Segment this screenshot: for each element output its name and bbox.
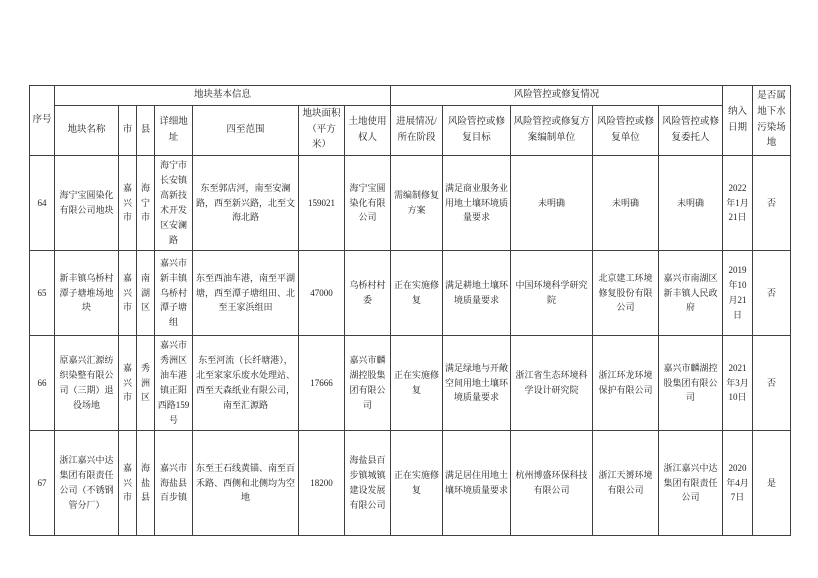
header-parcel-name: 地块名称 [55,106,119,156]
header-area: 地块面积（平方米） [299,106,345,156]
header-owner: 土地使用权人 [345,106,391,156]
cell-owner: 海宁宝圆染化有限公司 [345,156,391,251]
cell-repair-unit: 北京建工环境修复股份有限公司 [593,251,659,336]
cell-progress: 正在实施修复 [391,251,443,336]
cell-client: 嘉兴市麟湖控股集团有限公司 [659,336,723,431]
header-city: 市 [119,106,137,156]
cell-progress: 正在实施修复 [391,431,443,536]
cell-repair-unit: 浙江天赟环境有限公司 [593,431,659,536]
header-date: 纳入日期 [723,86,753,156]
header-risk-group: 风险管控或修复情况 [391,86,723,106]
header-basic-info-group: 地块基本信息 [55,86,391,106]
header-boundary: 四至范围 [193,106,299,156]
cell-target: 满足居住用地土壤环境质量要求 [443,431,511,536]
cell-repair-unit: 浙江环龙环境保护有限公司 [593,336,659,431]
cell-plan-unit: 中国环境科学研究院 [511,251,593,336]
cell-address: 海宁市长安镇高新技术开发区安澜路 [155,156,193,251]
table-row [30,336,791,431]
cell-city: 嘉兴市 [119,156,137,251]
header-address: 详细地址 [155,106,193,156]
cell-county: 海盐县 [137,431,155,536]
header-client: 风险管控或修复委托人 [659,106,723,156]
cell-groundwater: 是 [753,431,791,536]
header-progress: 进展情况/所在阶段 [391,106,443,156]
cell-owner: 海盐县百步镇城镇建设发展有限公司 [345,431,391,536]
cell-area: 17666 [299,336,345,431]
header-target: 风险管控或修复目标 [443,106,511,156]
cell-repair-unit: 未明确 [593,156,659,251]
header-repair-unit: 风险管控或修复单位 [593,106,659,156]
cell-parcel-name: 原嘉兴汇源纺织染整有限公司（三期）退役场地 [55,336,119,431]
cell-groundwater: 否 [753,251,791,336]
cell-area: 159021 [299,156,345,251]
cell-client: 嘉兴市南湖区新丰镇人民政府 [659,251,723,336]
cell-date: 2022年1月21日 [723,156,753,251]
cell-county: 秀洲区 [137,336,155,431]
header-groundwater: 是否属地下水污染场地 [753,86,791,156]
cell-client: 浙江嘉兴中达集团有限责任公司 [659,431,723,536]
cell-address: 嘉兴市海盐县百步镇 [155,431,193,536]
header-plan-unit: 风险管控或修复方案编制单位 [511,106,593,156]
cell-target: 满足耕地土壤环境质量要求 [443,251,511,336]
cell-groundwater: 否 [753,336,791,431]
cell-progress: 正在实施修复 [391,336,443,431]
cell-serial: 66 [30,336,55,431]
cell-date: 2021年3月10日 [723,336,753,431]
cell-client: 未明确 [659,156,723,251]
cell-target: 满足绿地与开敞空间用地土壤环境质量要求 [443,336,511,431]
cell-owner: 乌桥村村委 [345,251,391,336]
header-row-groups [30,86,791,106]
cell-plan-unit: 杭州博盛环保科技有限公司 [511,431,593,536]
cell-address: 嘉兴市新丰镇乌桥村潭子塘组 [155,251,193,336]
cell-serial: 64 [30,156,55,251]
cell-plan-unit: 未明确 [511,156,593,251]
table-row [30,431,791,536]
cell-boundary: 东至西油车港，南至平湖塘，西至潭子塘组田、北至王家浜组田 [193,251,299,336]
cell-address: 嘉兴市秀洲区油车港镇正阳西路159号 [155,336,193,431]
header-serial: 序号 [30,86,55,156]
cell-boundary: 东至郭店河，南至安澜路，西至新兴路，北至文海北路 [193,156,299,251]
cell-date: 2019年10月21日 [723,251,753,336]
cell-county: 海宁市 [137,156,155,251]
cell-progress: 需编制修复方案 [391,156,443,251]
cell-parcel-name: 新丰镇乌桥村潭子塘堆场地块 [55,251,119,336]
header-county: 县 [137,106,155,156]
cell-plan-unit: 浙江省生态环境科学设计研究院 [511,336,593,431]
cell-parcel-name: 海宁宝圆染化有限公司地块 [55,156,119,251]
cell-city: 嘉兴市 [119,251,137,336]
cell-serial: 65 [30,251,55,336]
table-row [30,251,791,336]
cell-date: 2020年4月7日 [723,431,753,536]
cell-owner: 嘉兴市麟湖控股集团有限公司 [345,336,391,431]
cell-county: 南湖区 [137,251,155,336]
land-parcel-table [29,85,791,536]
cell-boundary: 东至河流（长纤塘港），北至家家乐废水处理站、西至天森纸业有限公司，南至汇源路 [193,336,299,431]
cell-target: 满足商业服务业用地土壤环境质量要求 [443,156,511,251]
cell-area: 18200 [299,431,345,536]
header-row-columns [30,106,791,156]
cell-groundwater: 否 [753,156,791,251]
cell-boundary: 东至王石线黄锚、南至百禾路、西侧和北侧均为空地 [193,431,299,536]
cell-parcel-name: 浙江嘉兴中达集团有限责任公司（不锈钢管分厂） [55,431,119,536]
cell-city: 嘉兴市 [119,336,137,431]
cell-serial: 67 [30,431,55,536]
cell-area: 47000 [299,251,345,336]
cell-city: 嘉兴市 [119,431,137,536]
table-row [30,156,791,251]
